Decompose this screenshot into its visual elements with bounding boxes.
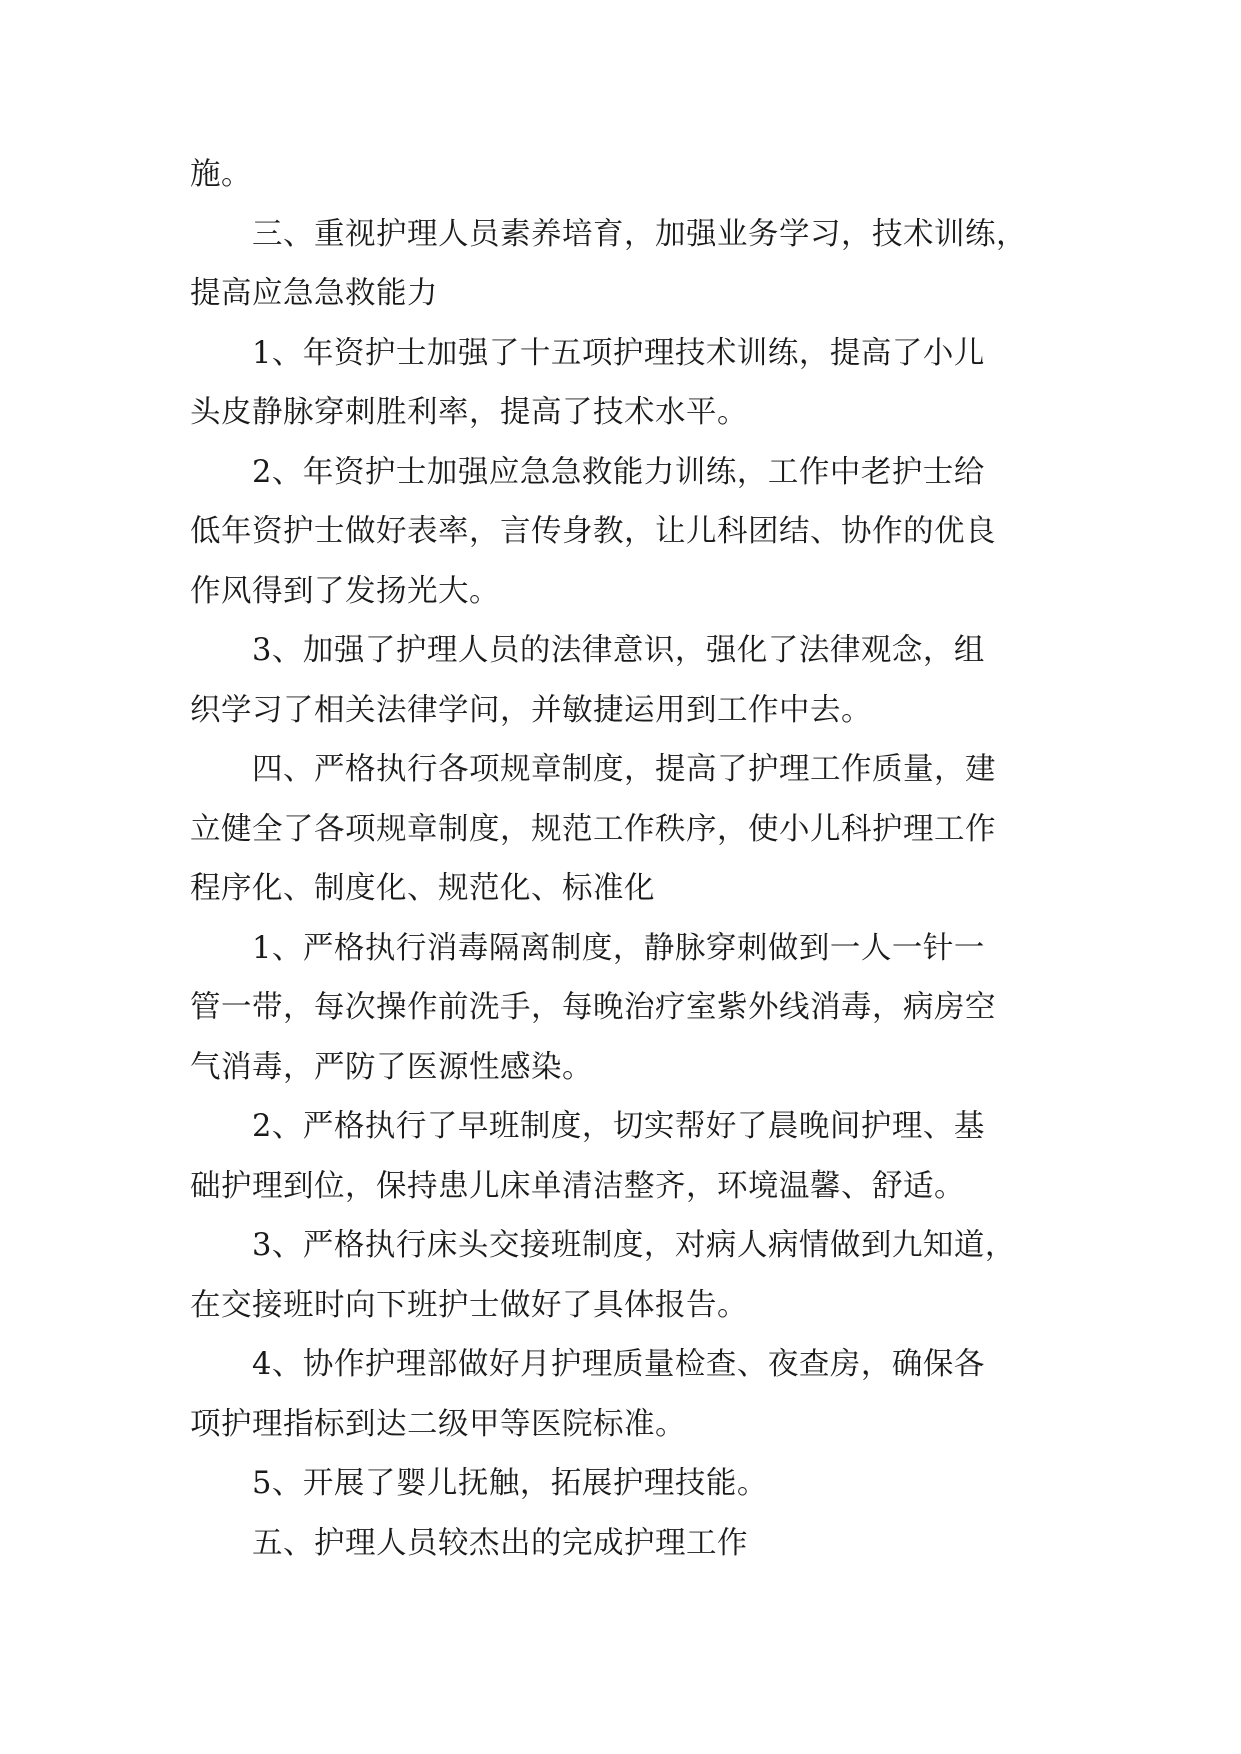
text-line: 织学习了相关法律学问，并敏捷运用到工作中去。 (190, 692, 872, 728)
text-line: 2、年资护士加强应急急救能力训练，工作中老护士给 (190, 454, 985, 490)
text-line: 1、年资护士加强了十五项护理技术训练，提高了小儿 (190, 335, 985, 371)
text-line: 头皮静脉穿刺胜利率，提高了技术水平。 (190, 395, 748, 430)
text-line: 低年资护士做好表率，言传身教，让儿科团结、协作的优良 (190, 514, 996, 549)
section-heading-line: 程序化、制度化、规范化、标准化 (190, 871, 655, 906)
section-heading-line: 五、护理人员较杰出的完成护理工作 (190, 1525, 748, 1561)
text-line: 3、加强了护理人员的法律意识，强化了法律观念，组 (190, 633, 985, 668)
document-body (190, 145, 1052, 1573)
section-heading-line: 四、严格执行各项规章制度，提高了护理工作质量，建 (190, 752, 996, 787)
section-heading-line: 立健全了各项规章制度，规范工作秩序，使小儿科护理工作 (190, 811, 996, 847)
text-line: 管一带，每次操作前洗手，每晚治疗室紫外线消毒，病房空 (190, 990, 996, 1025)
text-line: 项护理指标到达二级甲等医院标准。 (190, 1406, 686, 1442)
section-heading-line: 提高应急急救能力 (190, 276, 438, 311)
text-line: 础护理到位，保持患儿床单清洁整齐，环境温馨、舒适。 (190, 1168, 965, 1204)
text-line: 3、严格执行床头交接班制度，对病人病情做到九知道， (190, 1228, 1016, 1263)
text-line: 在交接班时向下班护士做好了具体报告。 (190, 1287, 748, 1323)
text-line: 施。 (190, 157, 252, 192)
text-line: 作风得到了发扬光大。 (190, 573, 500, 609)
text-line: 4、协作护理部做好月护理质量检查、夜查房，确保各 (190, 1347, 985, 1382)
text-line: 1、严格执行消毒隔离制度，静脉穿刺做到一人一针一 (190, 930, 985, 966)
text-line: 2、严格执行了早班制度，切实帮好了晨晚间护理、基 (190, 1109, 985, 1144)
text-line: 5、开展了婴儿抚触，拓展护理技能。 (190, 1466, 768, 1501)
text-line: 气消毒，严防了医源性感染。 (190, 1049, 593, 1085)
section-heading-line: 三、重视护理人员素养培育，加强业务学习，技术训练， (190, 216, 1027, 252)
